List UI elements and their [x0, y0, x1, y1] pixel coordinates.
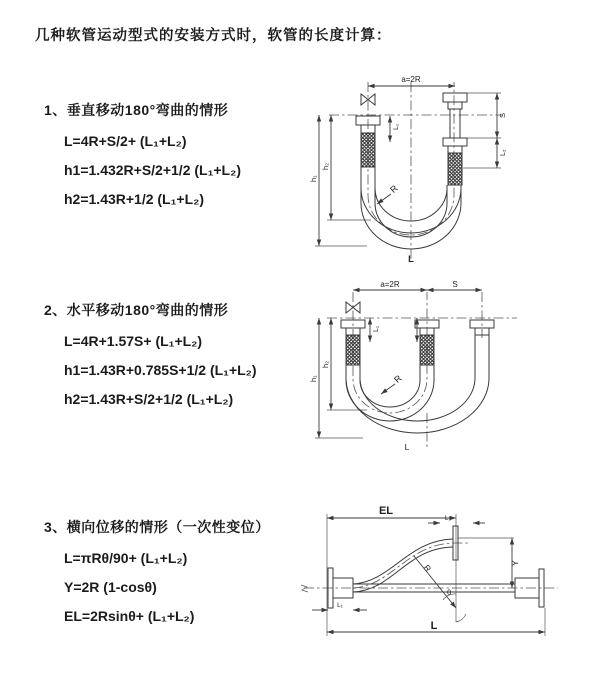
dim-label-l2: L₂ [500, 149, 507, 156]
diagram-labels [337, 505, 520, 632]
diagram-lateral-displacement [296, 496, 596, 646]
dim-label-s: S [452, 280, 458, 289]
dim-label-h1: h₁ [309, 375, 318, 382]
radius-label: R [388, 183, 400, 195]
dim-label-l1: L₁ [337, 602, 343, 609]
diagram-horizontal-180-bend [305, 280, 550, 458]
dim-label-l: L [408, 254, 414, 265]
pipe-break-mark [301, 585, 308, 592]
dim-label-l: L [430, 620, 438, 632]
dim-label-h1: h₁ [309, 175, 318, 182]
formula-line: L=4R+1.57S+ (L₁+L₂) [64, 333, 203, 349]
formula-line: h2=1.43R+1/2 (L₁+L₂) [64, 191, 205, 207]
section-vertical-180 [44, 100, 324, 214]
dim-label-l2: L₂ [444, 515, 452, 522]
formula-line: EL=2Rsinθ+ (L₁+L₂) [64, 608, 195, 624]
hose-positions [353, 539, 515, 592]
dim-label-l1: L₁ [373, 325, 380, 332]
formula-line: L=πRθ/90+ (L₁+L₂) [64, 550, 188, 566]
dimension-lines [312, 514, 545, 636]
section-3-heading: 3、横向位移的情形（一次性变位） [44, 519, 270, 535]
dim-label-y: Y [510, 560, 520, 566]
formula-line: Y=2R (1-cosθ) [64, 579, 157, 595]
formula-line: L=4R+S/2+ (L₁+L₂) [64, 133, 187, 149]
angle-label: θ [447, 588, 452, 597]
dim-label-s: S [498, 112, 507, 118]
formula-line: h1=1.43R+0.785S+1/2 (L₁+L₂) [64, 362, 257, 378]
section-1-heading: 1、垂直移动180°弯曲的情形 [44, 102, 229, 118]
dim-label-h2: h₂ [321, 360, 330, 368]
section-lateral-displacement [44, 517, 324, 631]
formula-line: h1=1.432R+S/2+1/2 (L₁+L₂) [64, 162, 241, 178]
formula-line: h2=1.43R+S/2+1/2 (L₁+L₂) [64, 391, 234, 407]
diagram-vertical-180-bend [305, 70, 540, 266]
dimension-lines [315, 288, 482, 438]
radius-label: R [421, 562, 434, 574]
dim-label-a2r: a=2R [401, 75, 421, 84]
dim-label-el: EL [378, 505, 394, 517]
dimension-lines [315, 84, 501, 246]
page-title: 几种软管运动型式的安装方式时，软管的长度计算： [35, 28, 392, 44]
dim-label-h2: h₂ [321, 162, 330, 170]
hose-fittings [356, 93, 467, 185]
dim-label-a2r: a=2R [380, 280, 400, 289]
dim-label-l1: L₁ [393, 123, 400, 130]
radius-label: R [392, 373, 404, 385]
centerlines [329, 82, 503, 260]
hose-fittings [341, 320, 494, 365]
hose-curves [346, 335, 489, 433]
dim-label-l: L [404, 442, 410, 452]
section-2-heading: 2、水平移动180°弯曲的情形 [44, 302, 229, 318]
section-horizontal-180 [44, 300, 324, 414]
